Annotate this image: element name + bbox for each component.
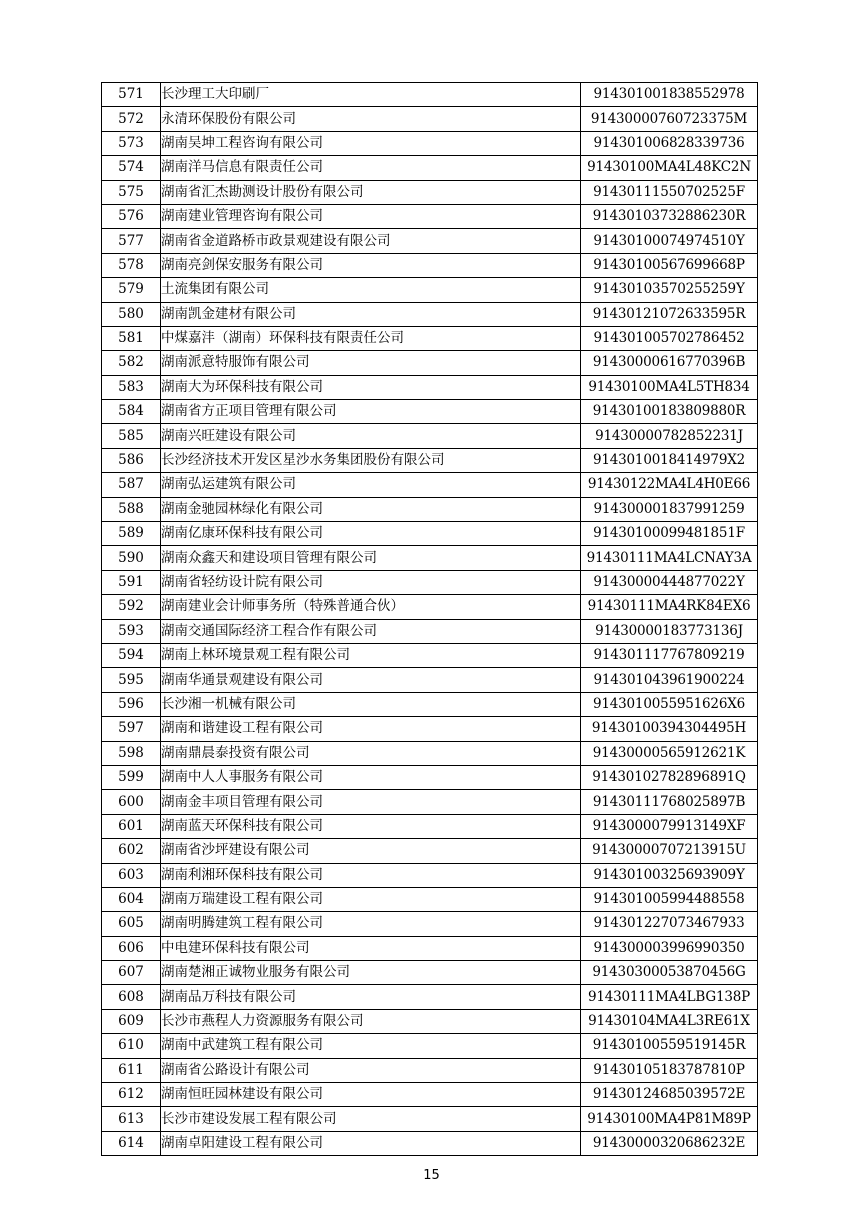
row-number: 585	[102, 424, 161, 448]
credit-code: 91430000444877022Y	[581, 570, 758, 594]
table-row	[102, 692, 758, 716]
credit-code: 91430100074974510Y	[581, 229, 758, 253]
table-row	[102, 1058, 758, 1082]
table-row	[102, 546, 758, 570]
table-row	[102, 180, 758, 204]
row-number: 571	[102, 83, 161, 107]
row-number: 580	[102, 302, 161, 326]
table-row	[102, 156, 758, 180]
credit-code: 91430111MA4LBG138P	[581, 985, 758, 1009]
credit-code: 91430000707213915U	[581, 839, 758, 863]
credit-code: 91430103570255259Y	[581, 278, 758, 302]
row-number: 611	[102, 1058, 161, 1082]
row-number: 603	[102, 863, 161, 887]
table-row	[102, 1083, 758, 1107]
row-number: 607	[102, 961, 161, 985]
table-row	[102, 522, 758, 546]
table-row	[102, 497, 758, 521]
row-number: 591	[102, 570, 161, 594]
company-name: 湖南建业会计师事务所（特殊普通合伙）	[161, 595, 581, 619]
company-name: 湖南亿康环保科技有限公司	[161, 522, 581, 546]
table-row	[102, 83, 758, 107]
credit-code: 91430100559519145R	[581, 1034, 758, 1058]
company-name: 湖南华通景观建设有限公司	[161, 668, 581, 692]
company-name: 湖南明腾建筑工程有限公司	[161, 912, 581, 936]
credit-code: 91430100MA4L48KC2N	[581, 156, 758, 180]
row-number: 601	[102, 814, 161, 838]
credit-code: 914301043961900224	[581, 668, 758, 692]
table-row	[102, 912, 758, 936]
table-row	[102, 595, 758, 619]
company-name: 中电建环保科技有限公司	[161, 936, 581, 960]
credit-code: 91430100567699668P	[581, 253, 758, 277]
company-name: 湖南和谐建设工程有限公司	[161, 717, 581, 741]
credit-code: 914300003996990350	[581, 936, 758, 960]
row-number: 612	[102, 1083, 161, 1107]
credit-code: 91430300053870456G	[581, 961, 758, 985]
credit-code: 91430124685039572E	[581, 1083, 758, 1107]
credit-code: 91430100394304495H	[581, 717, 758, 741]
company-name: 湖南楚湘正诚物业服务有限公司	[161, 961, 581, 985]
company-name: 湖南洋马信息有限责任公司	[161, 156, 581, 180]
company-name: 湖南吴坤工程咨询有限公司	[161, 131, 581, 155]
row-number: 576	[102, 204, 161, 228]
company-name: 湖南品万科技有限公司	[161, 985, 581, 1009]
table-row	[102, 668, 758, 692]
row-number: 610	[102, 1034, 161, 1058]
table-row	[102, 936, 758, 960]
row-number: 587	[102, 473, 161, 497]
credit-code: 91430111MA4LCNAY3A	[581, 546, 758, 570]
credit-code: 91430121072633595R	[581, 302, 758, 326]
row-number: 584	[102, 400, 161, 424]
credit-code: 91430000616770396B	[581, 351, 758, 375]
row-number: 606	[102, 936, 161, 960]
company-name: 湖南省方正项目管理有限公司	[161, 400, 581, 424]
company-name: 湖南派意特服饰有限公司	[161, 351, 581, 375]
company-registry-table	[101, 82, 758, 1156]
table-row	[102, 204, 758, 228]
credit-code: 91430103732886230R	[581, 204, 758, 228]
table-row	[102, 570, 758, 594]
credit-code: 91430111768025897B	[581, 790, 758, 814]
table-row	[102, 765, 758, 789]
table-body	[102, 83, 758, 1156]
company-name: 中煤嘉沣（湖南）环保科技有限责任公司	[161, 326, 581, 350]
row-number: 594	[102, 643, 161, 667]
table-row	[102, 1131, 758, 1155]
credit-code: 914301005994488558	[581, 887, 758, 911]
table-row	[102, 351, 758, 375]
company-name: 湖南金丰项目管理有限公司	[161, 790, 581, 814]
row-number: 582	[102, 351, 161, 375]
company-name: 长沙市建设发展工程有限公司	[161, 1107, 581, 1131]
row-number: 614	[102, 1131, 161, 1155]
company-name: 湖南省公路设计有限公司	[161, 1058, 581, 1082]
table-row	[102, 448, 758, 472]
table-row	[102, 619, 758, 643]
row-number: 575	[102, 180, 161, 204]
table-row	[102, 1009, 758, 1033]
table-row	[102, 424, 758, 448]
company-name: 湖南众鑫天和建设项目管理有限公司	[161, 546, 581, 570]
table-row	[102, 326, 758, 350]
row-number: 613	[102, 1107, 161, 1131]
company-name: 湖南卓阳建设工程有限公司	[161, 1131, 581, 1155]
row-number: 592	[102, 595, 161, 619]
credit-code: 91430100099481851F	[581, 522, 758, 546]
credit-code: 91430000320686232E	[581, 1131, 758, 1155]
company-name: 湖南省沙坪建设有限公司	[161, 839, 581, 863]
credit-code: 91430102782896891Q	[581, 765, 758, 789]
table-row	[102, 839, 758, 863]
credit-code: 91430100MA4P81M89P	[581, 1107, 758, 1131]
credit-code: 9143010018414979X2	[581, 448, 758, 472]
credit-code: 91430111550702525F	[581, 180, 758, 204]
company-name: 湖南亮剑保安服务有限公司	[161, 253, 581, 277]
page-number: 15	[423, 1168, 440, 1183]
credit-code: 91430100MA4L5TH834	[581, 375, 758, 399]
credit-code: 914301227073467933	[581, 912, 758, 936]
credit-code: 91430000782852231J	[581, 424, 758, 448]
company-name: 湖南恒旺园林建设有限公司	[161, 1083, 581, 1107]
credit-code: 9143010055951626X6	[581, 692, 758, 716]
row-number: 608	[102, 985, 161, 1009]
row-number: 583	[102, 375, 161, 399]
row-number: 573	[102, 131, 161, 155]
table-row	[102, 985, 758, 1009]
row-number: 597	[102, 717, 161, 741]
credit-code: 914300001837991259	[581, 497, 758, 521]
row-number: 605	[102, 912, 161, 936]
company-name: 长沙湘一机械有限公司	[161, 692, 581, 716]
table-row	[102, 107, 758, 131]
row-number: 577	[102, 229, 161, 253]
row-number: 600	[102, 790, 161, 814]
row-number: 578	[102, 253, 161, 277]
company-name: 湖南省轻纺设计院有限公司	[161, 570, 581, 594]
table-row	[102, 790, 758, 814]
credit-code: 914301006828339736	[581, 131, 758, 155]
credit-code: 91430000183773136J	[581, 619, 758, 643]
company-name: 湖南金驰园林绿化有限公司	[161, 497, 581, 521]
credit-code: 91430111MA4RK84EX6	[581, 595, 758, 619]
credit-code: 91430100325693909Y	[581, 863, 758, 887]
table-row	[102, 814, 758, 838]
table-row	[102, 253, 758, 277]
row-number: 596	[102, 692, 161, 716]
row-number: 574	[102, 156, 161, 180]
credit-code: 91430000760723375M	[581, 107, 758, 131]
table-row	[102, 741, 758, 765]
table-row	[102, 375, 758, 399]
table-row	[102, 473, 758, 497]
company-name: 湖南利湘环保科技有限公司	[161, 863, 581, 887]
row-number: 572	[102, 107, 161, 131]
company-name: 湖南鼎晨泰投资有限公司	[161, 741, 581, 765]
credit-code: 914301005702786452	[581, 326, 758, 350]
table-row	[102, 1034, 758, 1058]
company-name: 湖南中人人事服务有限公司	[161, 765, 581, 789]
credit-code: 914301001838552978	[581, 83, 758, 107]
row-number: 586	[102, 448, 161, 472]
credit-code: 9143000079913149XF	[581, 814, 758, 838]
company-name: 湖南蓝天环保科技有限公司	[161, 814, 581, 838]
credit-code: 91430104MA4L3RE61X	[581, 1009, 758, 1033]
credit-code: 91430105183787810P	[581, 1058, 758, 1082]
table-row	[102, 1107, 758, 1131]
company-name: 湖南万瑞建设工程有限公司	[161, 887, 581, 911]
row-number: 599	[102, 765, 161, 789]
company-name: 湖南省金道路桥市政景观建设有限公司	[161, 229, 581, 253]
table-row	[102, 278, 758, 302]
table-row	[102, 961, 758, 985]
credit-code: 914301117767809219	[581, 643, 758, 667]
company-name: 湖南中武建筑工程有限公司	[161, 1034, 581, 1058]
table-row	[102, 302, 758, 326]
row-number: 604	[102, 887, 161, 911]
company-name: 永清环保股份有限公司	[161, 107, 581, 131]
table-row	[102, 863, 758, 887]
company-name: 长沙理工大印刷厂	[161, 83, 581, 107]
table-row	[102, 400, 758, 424]
row-number: 588	[102, 497, 161, 521]
company-name: 湖南建业管理咨询有限公司	[161, 204, 581, 228]
row-number: 609	[102, 1009, 161, 1033]
company-name: 湖南凯金建材有限公司	[161, 302, 581, 326]
row-number: 590	[102, 546, 161, 570]
company-name: 土流集团有限公司	[161, 278, 581, 302]
row-number: 595	[102, 668, 161, 692]
company-name: 长沙市燕程人力资源服务有限公司	[161, 1009, 581, 1033]
row-number: 602	[102, 839, 161, 863]
company-name: 湖南弘运建筑有限公司	[161, 473, 581, 497]
company-name: 湖南交通国际经济工程合作有限公司	[161, 619, 581, 643]
company-name: 湖南上林环境景观工程有限公司	[161, 643, 581, 667]
credit-code: 91430122MA4L4H0E66	[581, 473, 758, 497]
company-name: 湖南大为环保科技有限公司	[161, 375, 581, 399]
row-number: 581	[102, 326, 161, 350]
credit-code: 91430000565912621K	[581, 741, 758, 765]
table-row	[102, 717, 758, 741]
credit-code: 91430100183809880R	[581, 400, 758, 424]
company-name: 湖南兴旺建设有限公司	[161, 424, 581, 448]
table-row	[102, 643, 758, 667]
table-row	[102, 887, 758, 911]
row-number: 589	[102, 522, 161, 546]
row-number: 593	[102, 619, 161, 643]
company-name: 长沙经济技术开发区星沙水务集团股份有限公司	[161, 448, 581, 472]
row-number: 598	[102, 741, 161, 765]
table-row	[102, 229, 758, 253]
company-name: 湖南省汇杰勘测设计股份有限公司	[161, 180, 581, 204]
table-row	[102, 131, 758, 155]
row-number: 579	[102, 278, 161, 302]
